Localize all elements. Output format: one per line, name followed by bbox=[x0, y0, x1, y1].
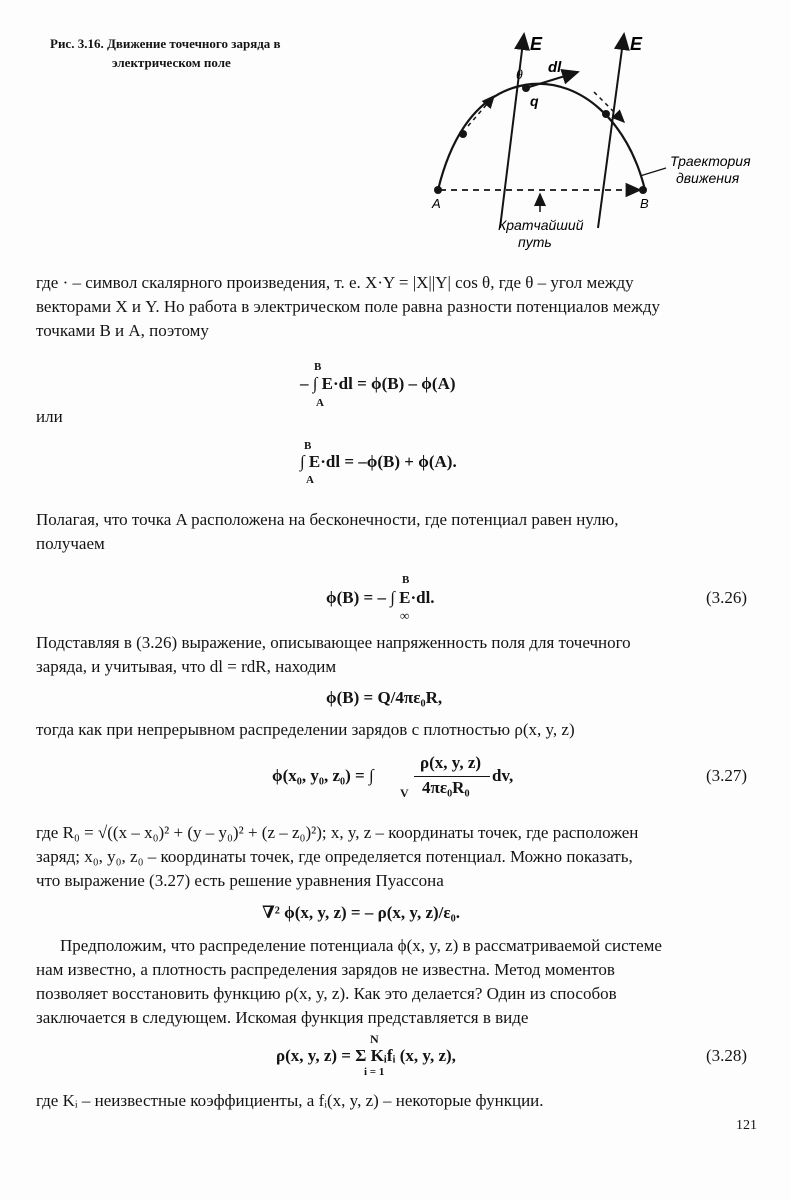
label-dl: dl bbox=[548, 59, 562, 76]
trajectory-pointer bbox=[640, 168, 666, 176]
p6-line-4: заключается в следующем. Искомая функция представляется в виде bbox=[36, 1008, 529, 1027]
label-q: q bbox=[530, 93, 539, 109]
p2-line-1: Полагая, что точка A расположена на бесконечности, где потенциал равен нулю, bbox=[36, 510, 619, 529]
p7-line-1: где Kᵢ – неизвестные коэффициенты, а fᵢ(x, y, z) – некоторые функции. bbox=[36, 1091, 544, 1110]
equation-3-28: ρ(x, y, z) = Σ Kᵢfᵢ (x, y, z), bbox=[276, 1046, 456, 1065]
eq5-lower-limit: V bbox=[400, 786, 409, 800]
eq2-lower-limit: A bbox=[306, 474, 314, 486]
eq-number-3-28: (3.28) bbox=[706, 1046, 748, 1065]
p1-line-1: где · – символ скалярного произведения, т. е. X·Y = |X||Y| cos θ, где θ – угол между bbox=[36, 273, 634, 292]
point-B bbox=[639, 186, 647, 194]
eq3-lower-limit: ∞ bbox=[400, 608, 410, 623]
eq3-upper-limit: B bbox=[402, 574, 410, 586]
equation-point-charge: ϕ(B) = Q/4πε₀R, bbox=[326, 688, 443, 707]
eq1-upper-limit: B bbox=[314, 361, 322, 373]
equation-3-27-numerator: ρ(x, y, z) bbox=[420, 753, 482, 772]
point-left-crossing bbox=[459, 130, 467, 138]
label-shortest-1: Кратчайший bbox=[498, 217, 584, 233]
eq-number-3-26: (3.26) bbox=[706, 588, 748, 607]
p1-line-2: векторами X и Y. Но работа в электрическом поле равна разности потенциалов между bbox=[36, 297, 660, 316]
p5-line-3: что выражение (3.27) есть решение уравнения Пуассона bbox=[36, 871, 444, 890]
eq2-upper-limit: B bbox=[304, 440, 312, 452]
field-line-1 bbox=[500, 34, 524, 228]
label-shortest-2: путь bbox=[518, 234, 552, 250]
equation-3-27-left: ϕ(x₀, y₀, z₀) = ∫ bbox=[272, 766, 374, 785]
p3-line-2: заряда, и учитывая, что dl = rdR, находим bbox=[36, 657, 337, 676]
eq7-lower-limit: i = 1 bbox=[364, 1066, 385, 1078]
p6-line-2: нам известно, а плотность распределения зарядов не известна. Метод моментов bbox=[36, 960, 615, 979]
p2-line-2: получаем bbox=[36, 534, 105, 553]
equation-1: – ∫ E·dl = ϕ(B) – ϕ(A) bbox=[300, 374, 456, 393]
p1-line-3: точками B и A, поэтому bbox=[36, 321, 209, 340]
label-A: A bbox=[432, 196, 441, 211]
equation-2: ∫ E·dl = –ϕ(B) + ϕ(A). bbox=[300, 452, 457, 471]
p5-line-1: где R₀ = √((x – x₀)² + (y – y₀)² + (z – z₀)²); x, y, z – координаты точек, где расположен bbox=[36, 823, 639, 842]
label-E-1: E bbox=[530, 34, 543, 54]
eq-number-3-27: (3.27) bbox=[706, 766, 748, 785]
equation-3-26: ϕ(B) = – ∫ E·dl. bbox=[326, 588, 435, 607]
eq1-lower-limit: A bbox=[316, 397, 324, 409]
trajectory-curve bbox=[438, 84, 645, 190]
equation-3-27-denominator: 4πε₀R₀ bbox=[422, 778, 470, 797]
point-q bbox=[522, 84, 530, 92]
charge-motion-figure bbox=[0, 0, 790, 260]
tangent-arrow-left bbox=[468, 96, 494, 126]
label-trajectory-2: движения bbox=[676, 170, 740, 186]
point-right-crossing bbox=[602, 110, 610, 118]
caption-line-1: Рис. 3.16. Движение точечного заряда в bbox=[50, 36, 281, 51]
label-B: B bbox=[640, 196, 649, 211]
p5-line-2: заряд; x₀, y₀, z₀ – координаты точек, где определяется потенциал. Можно показать, bbox=[36, 847, 633, 866]
p4-line-1: тогда как при непрерывном распределении зарядов с плотностью ρ(x, y, z) bbox=[36, 720, 575, 739]
label-E-2: E bbox=[630, 34, 643, 54]
p3-line-1: Подставляя в (3.26) выражение, описывающее напряженность поля для точечного bbox=[36, 633, 631, 652]
label-theta: θ bbox=[516, 68, 523, 83]
or-word: или bbox=[36, 407, 63, 426]
page-number: 121 bbox=[736, 1118, 757, 1133]
equation-3-27-right: dv, bbox=[492, 766, 514, 785]
label-trajectory-1: Траектория bbox=[670, 153, 751, 169]
fraction-bar bbox=[414, 776, 490, 777]
p6-line-3: позволяет восстановить функцию ρ(x, y, z). Как это делается? Один из способов bbox=[36, 984, 617, 1003]
point-A bbox=[434, 186, 442, 194]
p6-line-1: Предположим, что распределение потенциала ϕ(x, y, z) в рассматриваемой системе bbox=[60, 936, 662, 955]
eq7-upper-limit: N bbox=[370, 1032, 379, 1046]
poisson-equation: ∇² ϕ(x, y, z) = – ρ(x, y, z)/ε₀. bbox=[262, 903, 460, 922]
caption-line-2: электрическом поле bbox=[112, 55, 231, 70]
